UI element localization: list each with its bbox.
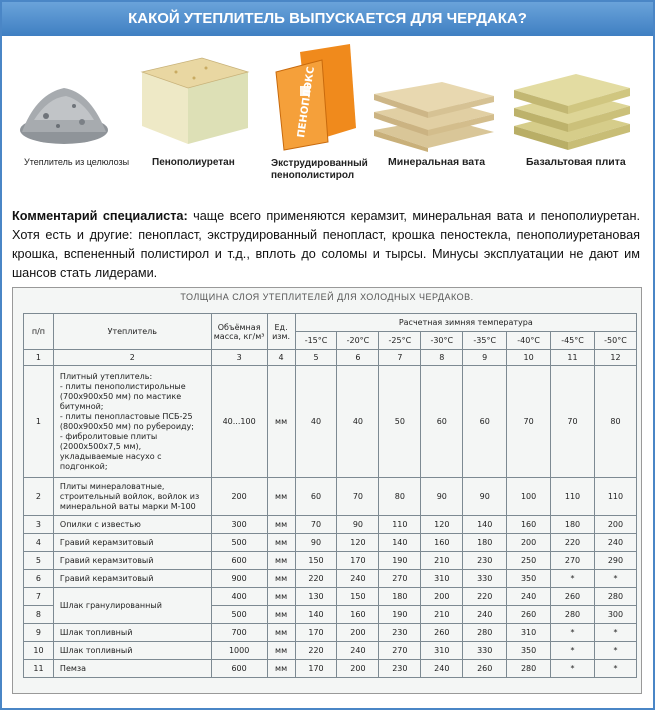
material-cell: Плитный утеплитель: - плиты пенополистирольные (700х900х50 мм) по мастике битумной; - плиты пенопластовые ПСБ-25 (800х900х50 мм) по рубероиду; - фибролитовые плиты (2000х500х7,5 мм), укладываемые насухо с подгонкой; xyxy=(53,366,211,478)
header-temp: -25°С xyxy=(379,332,421,350)
svg-text:ПЕНОПЛЭКС: ПЕНОПЛЭКС xyxy=(296,65,317,139)
table-row: 2 Плиты минераловатные, строительный войлок, войлок из минеральной ваты марки М-100 200 мм 60 70 80 90 90 100 110 110 xyxy=(24,478,637,516)
mineral-wool-caption: Минеральная вата xyxy=(388,156,486,168)
column-number: 1 xyxy=(24,350,54,366)
header-temp-group: Расчетная зимняя температура xyxy=(295,314,636,332)
column-number: 9 xyxy=(463,350,507,366)
material-cell: Плиты минераловатные, строительный войлок, войлок из минеральной ваты марки М-100 xyxy=(53,478,211,516)
cellulose-caption: Утеплитель из целюлозы xyxy=(24,157,130,167)
header-temp: -40°С xyxy=(507,332,551,350)
comment-label: Комментарий специалиста: xyxy=(12,209,188,223)
column-number: 4 xyxy=(267,350,295,366)
column-number: 6 xyxy=(337,350,379,366)
column-number: 10 xyxy=(507,350,551,366)
column-number: 5 xyxy=(295,350,337,366)
header-temp: -30°С xyxy=(421,332,463,350)
table-row: 8 500 мм 140 160 190 210 240 260 280 300 xyxy=(24,606,637,624)
cellulose-photo xyxy=(16,76,112,148)
mineral-wool-photo xyxy=(370,72,498,152)
header-num: п/п xyxy=(24,314,54,350)
table-row: 10 Шлак топливный 1000 мм 220 240 270 310 330 350 * * xyxy=(24,642,637,660)
header-temp: -35°С xyxy=(463,332,507,350)
table-row: 5 Гравий керамзитовый 600 мм 150 170 190 210 230 250 270 290 xyxy=(24,552,637,570)
column-number: 2 xyxy=(53,350,211,366)
polyurethane-photo xyxy=(136,52,252,148)
header-temp: -45°С xyxy=(551,332,595,350)
column-number: 8 xyxy=(421,350,463,366)
header-temp: -50°С xyxy=(594,332,636,350)
insulation-photos xyxy=(2,36,653,204)
xps-caption-line2: пенополистирол xyxy=(271,170,355,181)
header-density: Объёмная масса, кг/м³ xyxy=(211,314,267,350)
thickness-table-panel xyxy=(12,287,642,694)
table-row: 9 Шлак топливный 700 мм 170 200 230 260 280 310 * * xyxy=(24,624,637,642)
header-material: Утеплитель xyxy=(53,314,211,350)
polyurethane-caption: Пенополиуретан xyxy=(152,157,235,168)
table-row: 7 Шлак гранулированный 400 мм 130 150 180 200 220 240 260 280 xyxy=(24,588,637,606)
table-row: 4 Гравий керамзитовый 500 мм 90 120 140 160 180 200 220 240 xyxy=(24,534,637,552)
table-row: 11 Пемза 600 мм 170 200 230 240 260 280 * * xyxy=(24,660,637,678)
page-title: КАКОЙ УТЕПЛИТЕЛЬ ВЫПУСКАЕТСЯ ДЛЯ ЧЕРДАКА? xyxy=(2,2,653,36)
xps-caption-line1: Экструдированный xyxy=(271,158,368,169)
column-number: 12 xyxy=(594,350,636,366)
table-row: 3 Опилки с известью 300 мм 70 90 110 120 140 160 180 200 xyxy=(24,516,637,534)
basalt-photo xyxy=(510,70,634,154)
column-number: 11 xyxy=(551,350,595,366)
header-temp: -20°С xyxy=(337,332,379,350)
table-row: 1 Плитный утеплитель: - плиты пенополистирольные (700х900х50 мм) по мастике битумной; - плиты пенопластовые ПСБ-25 (800х900х50 мм) по рубероиду; - фибролитовые плиты (2000х500х7,5 мм), укладываемые насухо с подгонкой; 40...100 мм 40 40 50 60 60 70 70 80 xyxy=(24,366,637,478)
comment-text: чаще всего применяются керамзит, минеральная вата и пенополиуретан. Хотя есть и другие: пенопласт, экструдированный пенопласт, крошка пеностекла, пенополиуретановая крошка, вспененный полистирол и т.д., вплоть до соломы и тырсы. Минусы эксплуатации не дают им шансов стать лидерами. xyxy=(12,209,641,280)
thickness-table xyxy=(23,313,637,678)
table-row: 6 Гравий керамзитовый 900 мм 220 240 270 310 330 350 * * xyxy=(24,570,637,588)
basalt-caption: Базальтовая плита xyxy=(526,156,626,168)
header-temp: -15°С xyxy=(295,332,337,350)
penoplex-photo xyxy=(270,42,360,152)
specialist-comment xyxy=(12,207,640,283)
table-title: ТОЛЩИНА СЛОЯ УТЕПЛИТЕЛЕЙ ДЛЯ ХОЛОДНЫХ ЧЕРДАКОВ. xyxy=(180,292,474,302)
column-number: 7 xyxy=(379,350,421,366)
column-number: 3 xyxy=(211,350,267,366)
header-unit: Ед. изм. xyxy=(267,314,295,350)
